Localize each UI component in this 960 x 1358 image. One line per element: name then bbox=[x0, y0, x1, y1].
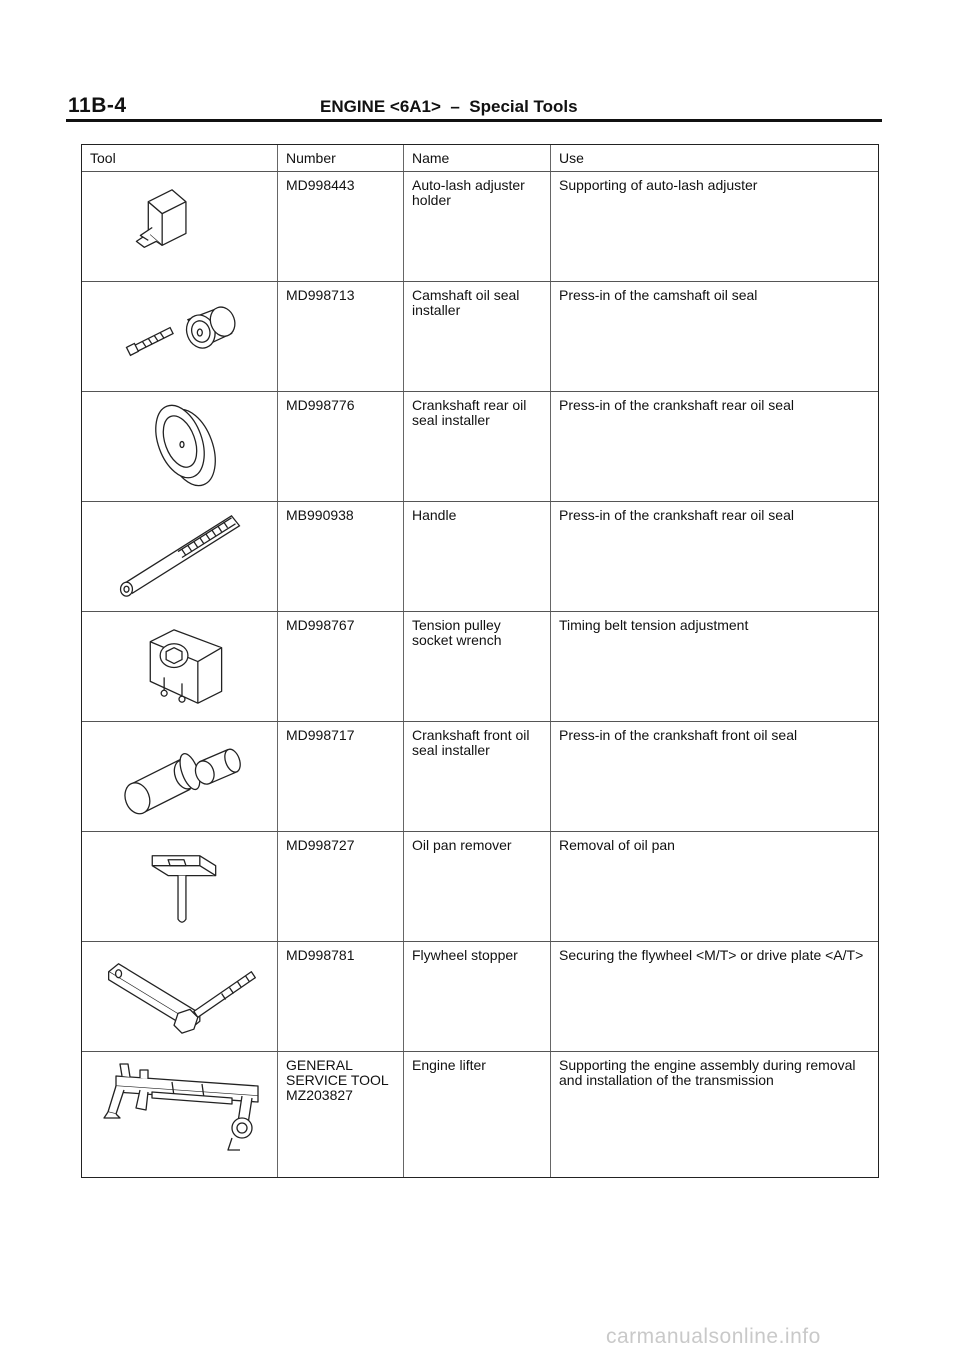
tool-number: GENERAL SERVICE TOOL MZ203827 bbox=[278, 1052, 404, 1177]
flywheel-stopper-icon bbox=[82, 942, 278, 1051]
tension-pulley-socket-wrench-icon bbox=[82, 612, 278, 721]
column-header-number: Number bbox=[278, 145, 404, 171]
tool-use: Supporting of auto-lash adjuster bbox=[559, 177, 758, 193]
tool-use: Press-in of the crankshaft rear oil seal bbox=[559, 397, 794, 413]
special-tools-table bbox=[81, 144, 879, 1178]
watermark: carmanualsonline.info bbox=[606, 1325, 821, 1348]
tool-name: Engine lifter bbox=[404, 1052, 551, 1177]
table-row bbox=[82, 502, 878, 612]
tool-number: MD998717 bbox=[278, 722, 404, 831]
tool-number: MD998776 bbox=[278, 392, 404, 501]
handle-icon bbox=[82, 502, 278, 611]
tool-use: Timing belt tension adjustment bbox=[559, 617, 749, 633]
tool-illustration-cell bbox=[82, 942, 278, 1051]
tool-illustration-cell bbox=[82, 282, 278, 391]
tool-number: MD998713 bbox=[278, 282, 404, 391]
tool-illustration-cell bbox=[82, 1052, 278, 1177]
tool-number: MD998781 bbox=[278, 942, 404, 1051]
tool-illustration-cell bbox=[82, 502, 278, 611]
tool-number: MB990938 bbox=[278, 502, 404, 611]
table-header-row bbox=[82, 145, 878, 172]
tool-illustration-cell bbox=[82, 172, 278, 281]
tool-number: MD998767 bbox=[278, 612, 404, 721]
column-header-use: Use bbox=[559, 150, 584, 166]
table-row bbox=[82, 832, 878, 942]
table-row bbox=[82, 612, 878, 722]
section-title: ENGINE <6A1> – Special Tools bbox=[320, 97, 578, 116]
tool-use: Press-in of the crankshaft front oil seal bbox=[559, 727, 798, 743]
tool-use: Press-in of the crankshaft rear oil seal bbox=[559, 507, 794, 523]
tool-number: MD998443 bbox=[278, 172, 404, 281]
table-row bbox=[82, 172, 878, 282]
tool-name: Camshaft oil seal installer bbox=[404, 282, 551, 391]
table-row bbox=[82, 392, 878, 502]
crankshaft-front-oil-seal-installer-icon bbox=[82, 722, 278, 831]
page-number: 11B-4 bbox=[68, 94, 127, 117]
tool-illustration-cell bbox=[82, 392, 278, 501]
tool-use: Removal of oil pan bbox=[559, 837, 675, 853]
engine-lifter-icon bbox=[82, 1052, 278, 1177]
oil-pan-remover-icon bbox=[82, 832, 278, 941]
tool-illustration-cell bbox=[82, 832, 278, 941]
tool-use: Press-in of the camshaft oil seal bbox=[559, 287, 758, 303]
table-row bbox=[82, 722, 878, 832]
tool-number: MD998727 bbox=[278, 832, 404, 941]
table-row bbox=[82, 1052, 878, 1177]
column-header-tool: Tool bbox=[82, 145, 278, 171]
tool-name: Oil pan remover bbox=[404, 832, 551, 941]
auto-lash-adjuster-holder-icon bbox=[82, 172, 278, 281]
tool-name: Flywheel stopper bbox=[404, 942, 551, 1051]
tool-use: Securing the flywheel <M/T> or drive plate <A/T> bbox=[559, 947, 864, 963]
tool-name: Tension pulley socket wrench bbox=[404, 612, 551, 721]
table-row bbox=[82, 282, 878, 392]
table-row bbox=[82, 942, 878, 1052]
tool-illustration-cell bbox=[82, 612, 278, 721]
tool-name: Crankshaft front oil seal installer bbox=[404, 722, 551, 831]
tool-use: Supporting the engine assembly during removal and installation of the transmission bbox=[559, 1057, 856, 1088]
tool-illustration-cell bbox=[82, 722, 278, 831]
crankshaft-rear-oil-seal-installer-icon bbox=[82, 392, 278, 501]
camshaft-oil-seal-installer-icon bbox=[82, 282, 278, 391]
tool-name: Crankshaft rear oil seal installer bbox=[404, 392, 551, 501]
tool-name: Handle bbox=[404, 502, 551, 611]
column-header-name: Name bbox=[404, 145, 551, 171]
tool-name: Auto-lash adjuster holder bbox=[404, 172, 551, 281]
header-rule bbox=[66, 119, 882, 122]
page-header bbox=[68, 94, 880, 120]
